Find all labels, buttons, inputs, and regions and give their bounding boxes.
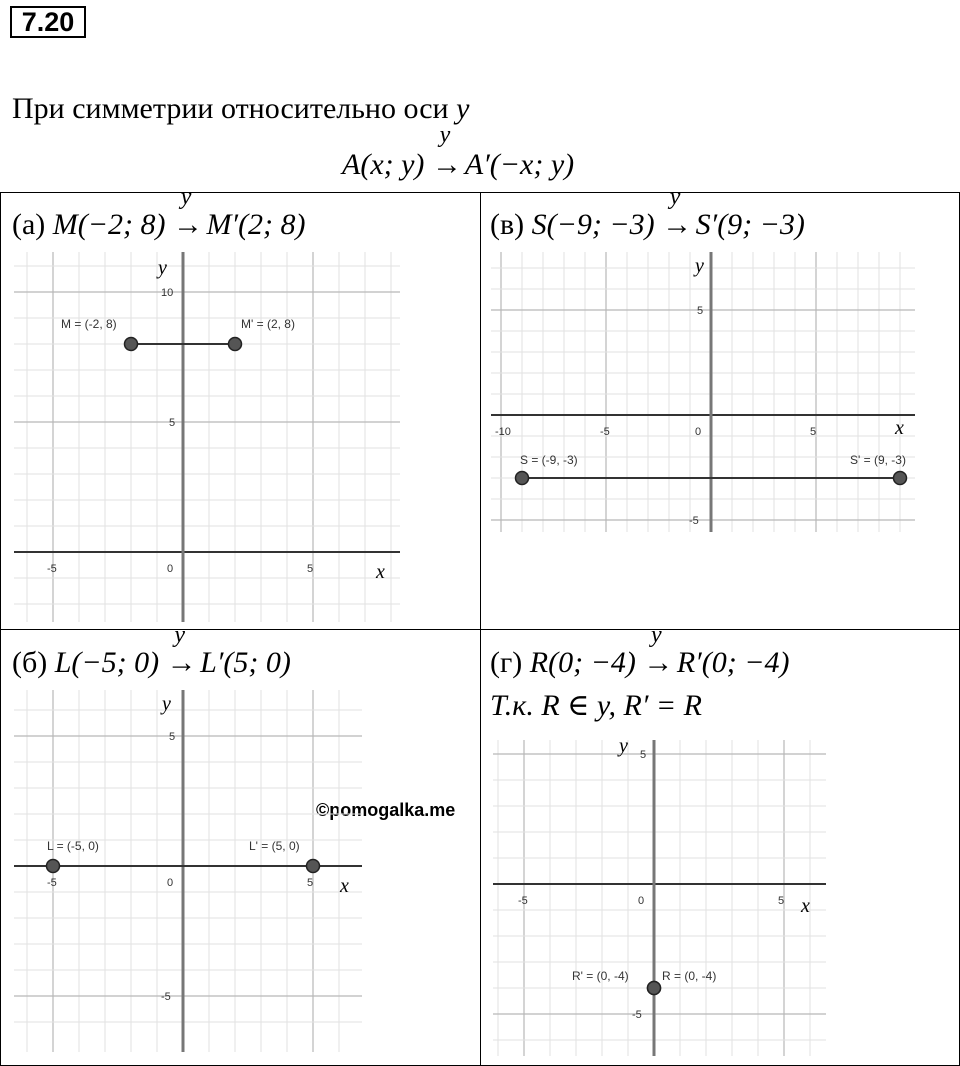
- caption-a: [12, 184, 306, 242]
- y-axis-label: y: [162, 693, 171, 715]
- graph-v: [481, 240, 960, 540]
- maps-to-arrow: y →: [173, 184, 204, 241]
- general-formula: [342, 122, 575, 182]
- grid-lines: [493, 740, 826, 1056]
- problem-number: 7.20: [10, 6, 86, 38]
- caption-label: (г): [490, 646, 523, 679]
- x-axis-label: x: [376, 561, 385, 583]
- x-tick-label: 5: [810, 426, 817, 438]
- intro-sentence: При симметрии относительно оси: [12, 92, 449, 125]
- caption-g: [490, 622, 790, 680]
- point-marker: [47, 860, 60, 873]
- point-label: L' = (5, 0): [249, 839, 300, 853]
- intro-axis: y: [456, 92, 470, 125]
- y-tick-label: 5: [697, 305, 704, 317]
- point-marker: [516, 472, 529, 485]
- x-tick-label: -5: [518, 895, 528, 907]
- caption-label: (в): [490, 208, 525, 241]
- graph-g: [481, 730, 960, 1066]
- y-tick-label: -5: [689, 515, 699, 527]
- x-tick-label: -5: [600, 426, 610, 438]
- point-marker: [125, 338, 138, 351]
- point-label: M = (-2, 8): [61, 317, 117, 331]
- y-tick-label: -5: [632, 1009, 642, 1021]
- point-marker: [307, 860, 320, 873]
- caption-label: (б): [12, 646, 48, 679]
- x-tick-label: 5: [778, 895, 785, 907]
- point-marker: [229, 338, 242, 351]
- arrow-over-label: y: [651, 622, 662, 648]
- arrow-over-label: y: [180, 184, 192, 210]
- caption-to: M′(2; 8): [206, 208, 306, 241]
- point-label: S' = (9, -3): [850, 453, 906, 467]
- intro-text: [12, 92, 469, 126]
- x-tick-label: 5: [307, 563, 314, 575]
- arrow-over-label: y: [439, 122, 451, 148]
- grid-lines: [14, 252, 400, 622]
- x-axis-label: x: [801, 895, 810, 917]
- watermark: ©pomogalka.me: [316, 800, 456, 820]
- point-label: S = (-9, -3): [520, 453, 578, 467]
- y-tick-label: -5: [161, 991, 171, 1003]
- point-label: M' = (2, 8): [241, 317, 295, 331]
- x-tick-label: -5: [47, 563, 57, 575]
- caption-to: R′(0; −4): [676, 646, 790, 679]
- x-tick-label: -10: [495, 426, 511, 438]
- x-tick-label: 5: [307, 877, 314, 889]
- y-tick-label: 10: [161, 287, 174, 299]
- caption-from: R(0; −4): [529, 646, 636, 679]
- formula-from: A(x; y): [342, 148, 425, 181]
- maps-to-arrow: y →: [166, 622, 197, 679]
- graph-a: [0, 240, 481, 630]
- x-axis-label: x: [340, 875, 349, 897]
- note-g: [490, 688, 702, 723]
- caption-from: M(−2; 8): [52, 208, 166, 241]
- x-tick-label: 0: [167, 563, 174, 575]
- graph-b: [0, 680, 481, 1066]
- caption-to: S′(9; −3): [695, 208, 805, 241]
- x-axis-label: x: [895, 417, 904, 439]
- y-axis-label: y: [158, 257, 167, 279]
- y-tick-label: 5: [169, 731, 176, 743]
- arrow-over-label: y: [669, 184, 681, 210]
- y-tick-label: 5: [640, 749, 647, 761]
- caption-from: L(−5; 0): [54, 646, 160, 679]
- point-label: R = (0, -4): [662, 969, 717, 983]
- caption-from: S(−9; −3): [531, 208, 655, 241]
- arrow-over-label: y: [174, 622, 185, 648]
- grid-lines: [491, 252, 915, 532]
- caption-to: L′(5; 0): [200, 646, 291, 679]
- caption-label: (а): [12, 208, 46, 241]
- x-tick-label: -5: [47, 877, 57, 889]
- note-text: Т.к. R ∈ y, R′ = R: [490, 689, 702, 722]
- y-tick-label: 5: [169, 417, 176, 429]
- caption-v: [490, 184, 805, 242]
- point-marker: [894, 472, 907, 485]
- caption-b: [12, 622, 291, 680]
- maps-to-arrow: y →: [643, 622, 674, 679]
- x-tick-label: 0: [695, 426, 702, 438]
- formula-to: A′(−x; y): [464, 148, 575, 181]
- x-tick-label: 0: [638, 895, 645, 907]
- point-label: R' = (0, -4): [572, 969, 629, 983]
- point-label: L = (-5, 0): [47, 839, 99, 853]
- y-axis-label: y: [619, 735, 628, 757]
- y-axis-label: y: [695, 255, 704, 277]
- point-marker: [648, 982, 661, 995]
- x-tick-label: 0: [167, 877, 174, 889]
- maps-to-arrow: y →: [431, 122, 462, 181]
- maps-to-arrow: y →: [662, 184, 693, 241]
